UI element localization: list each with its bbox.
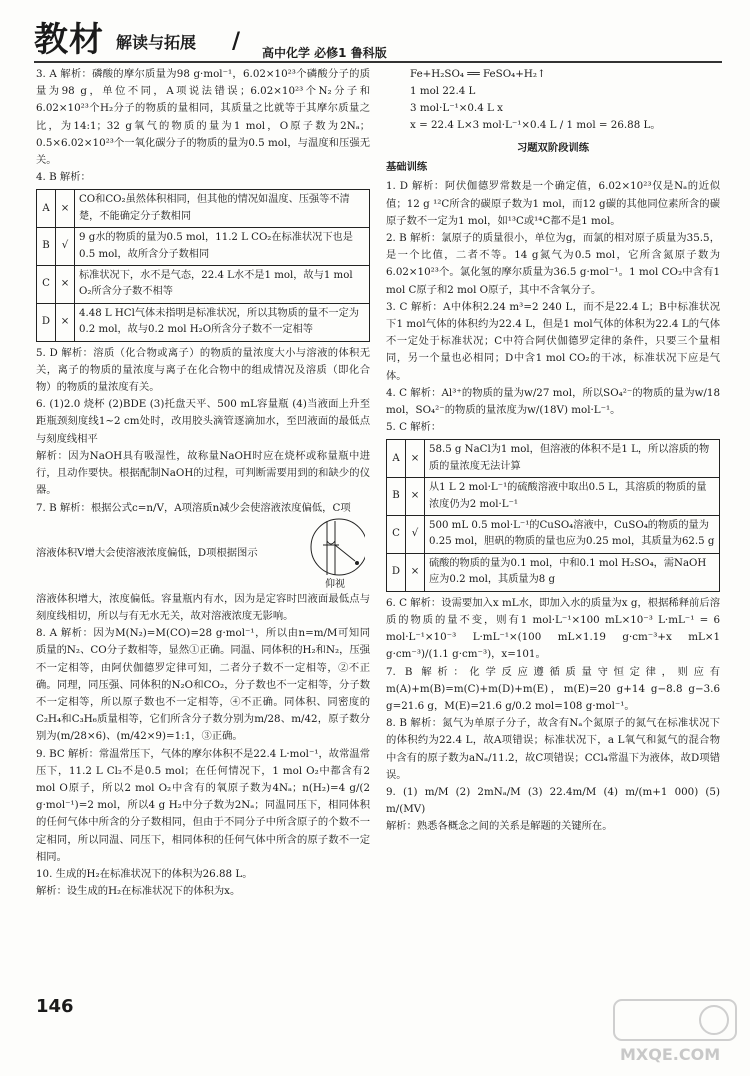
watermark-icon (610, 996, 740, 1066)
option-key: D (37, 303, 56, 341)
option-key: A (387, 440, 406, 478)
option-mark: √ (406, 516, 425, 554)
table-row (387, 516, 720, 554)
option-mark: × (406, 553, 425, 591)
answer-10-analysis: 解析：设生成的H₂在标准状况下的体积为x。 (36, 885, 241, 898)
section-title: 习题双阶段训练 (516, 142, 590, 154)
table-row (37, 303, 370, 341)
option-mark: × (406, 440, 425, 478)
option-mark: √ (56, 228, 75, 266)
subsection-title: 基础训练 (386, 161, 428, 174)
header-subtitle: 解读与拓展 (116, 33, 197, 52)
table-row (37, 190, 370, 228)
option-key: C (37, 266, 56, 304)
option-text: 4.48 L HCl气体未指明是标准状况，所以其物质的量不一定为0.2 mol，故与0.2 mol H₂O所含分子数不一定相等 (75, 303, 370, 341)
option-text: 硫酸的物质的量为0.1 mol，中和0.1 mol H₂SO₄，需NaOH应为0.2 mol，其质量为8 g (425, 553, 720, 591)
option-text: 500 mL 0.5 mol·L⁻¹的CuSO₄溶液中，CuSO₄的物质的量为0.25 mol，胆矾的物质的量也应为0.25 mol，其质量为62.5 g (425, 516, 720, 554)
exercise-answer-7: 7. B 解析：化学反应遵循质量守恒定律，则应有m(A)+m(B)=m(C)+m(D)+m(E)，m(E)=20 g+14 g−8.8 g−3.6 g=21.6 g，M(E)=21.6 g/0.2 mol=108 g·mol⁻¹。 (386, 665, 720, 712)
answer-4-head: 4. B 解析： (36, 171, 91, 184)
option-text: 58.5 g NaCl为1 mol，但溶液的体积不是1 L，所以溶质的物质的量浓度无法计算 (425, 440, 720, 478)
answer-7-part3: 溶液体积增大，浓度偏低。容量瓶内有水，因为是定容时凹液面最低点与刻度线相切，所以与有无水无关，故对溶液浓度无影响。 (36, 592, 370, 622)
option-mark: × (56, 266, 75, 304)
option-key: B (37, 228, 56, 266)
watermark-text: MXQE.COM (620, 1045, 721, 1064)
option-text: CO和CO₂虽然体积相同，但其他的情况如温度、压强等不清楚，不能确定分子数相同 (75, 190, 370, 228)
option-text: 9 g水的物质的量为0.5 mol，11.2 L CO₂在标准状况下也是0.5 mol，故所含分子数相同 (75, 228, 370, 266)
equation-line-3: 3 mol·L⁻¹×0.4 L x (410, 102, 503, 114)
answer-3: 3. A 解析：磷酸的摩尔质量为98 g·mol⁻¹，6.02×10²³个磷酸分子的质量为98 g，单位不同，A项说法错误；6.02×10²³个N₂分子和6.02×10²³个H₂分子的物质的量相同，其质量之比就等于其摩尔质量之比，为14:1；32 g氧气的物质的量为1 mol，O原子数为2Nₐ；0.5×6.02×10²³个一氧化碳分子的物质的量为0.5 mol，与温度和压强无关。 (36, 68, 370, 167)
option-text: 从1 L 2 mol·L⁻¹的硫酸溶液中取出0.5 L，其溶质的物质的量浓度仍为2 mol·L⁻¹ (425, 478, 720, 516)
exercise-answer-9-analysis: 解析：熟悉各概念之间的关系是解题的关键所在。 (386, 820, 613, 833)
header-slash: / (232, 28, 241, 54)
exercise-answer-1: 1. D 解析：阿伏伽德罗常数是一个确定值，6.02×10²³仅是Nₐ的近似值；12 g ¹²C所含的碳原子数为1 mol，而12 g碳的其他同位素所含的碳原子数不一定为1 mol，如¹³C或¹⁴C都不是1 mol。 (386, 180, 720, 227)
answer-7-part1: 7. B 解析：根据公式c=n/V，A项溶质n减少会使溶液浓度偏低，C项 (36, 501, 351, 514)
exercise-answer-5-head: 5. C 解析： (386, 421, 442, 434)
option-mark: × (56, 190, 75, 228)
flask-caption: 仰视 (325, 578, 345, 590)
option-mark: × (56, 303, 75, 341)
table-row (387, 440, 720, 478)
exercise-answer-3: 3. C 解析：A中体积2.24 m³=2 240 L，而不是22.4 L；B中标准状况下1 mol气体的体积约为22.4 L，但是1 mol气体的体积为22.4 L的气体不一定处于标准状况；C中符合阿伏伽德罗定律的条件，只要三个量相同，另一个量也必相同；D中含1 mol CO₂的干冰，标准状况下应是气体。 (386, 300, 720, 382)
answer-6-analysis: 解析：因为NaOH具有吸湿性，故称量NaOH时应在烧杯或称量瓶中进行，且动作要快。根据配制NaOH的过程，可判断需要用到的和缺少的仪器。 (36, 449, 370, 497)
option-key: B (387, 478, 406, 516)
answer-10: 10. 生成的H₂在标准状况下的体积为26.88 L。 (36, 867, 253, 880)
answer-8: 8. A 解析：因为M(N₂)=M(CO)=28 g·mol⁻¹，所以由n=m/M可知同质量的N₂、CO分子数相等，显然①正确。同温、同体积的H₂和N₂，压强不一定相等，由阿伏伽德罗定律可知，二者分子数不一定相等，②不正确。同理，同压强、同体积的N₂O和CO₂，分子数也不一定相等，分子数不一定相等，所以原子数也不一定相等，④不正确。同体积、同密度的C₂H₄和C₃H₆质量相等，它们所含分子数分别为m/28、m/42，原子数分别为(m/28×6)、(m/42×9)=1:1，③正确。 (36, 627, 370, 743)
table-row (387, 553, 720, 591)
exercise-answer-8: 8. B 解析：氮气为单原子分子，故含有Nₐ个氮原子的氮气在标准状况下的体积约为22.4 L，故A项错误；标准状况下，a L氧气和氮气的混合物中含有的原子数为aNₐ/11.2，故C项错误；CCl₄常温下为液体，故D项错误。 (386, 717, 720, 781)
table-row (37, 228, 370, 266)
answer-9: 9. BC 解析：常温常压下，气体的摩尔体积不是22.4 L·mol⁻¹，故常温常压下，11.2 L Cl₂不是0.5 mol；在任何情况下，1 mol O₂中都含有2 mol O原子，所以2 mol O₂中含有的氧原子数为4Nₐ；n(H₂)=4 g/(2 g·mol⁻¹)=2 mol，所以4 g H₂中分子数为2Nₐ；同温同压下，相同体积的任何气体中所含的分子数相同，但由于不同分子中所含原子的个数不一定相同，所以同温、同压下，相同体积的任何气体中所含的原子数不一定相同。 (36, 747, 370, 863)
exercise-answer-9: 9. (1) m/M (2) 2mNₐ/M (3) 22.4m/M (4) m/(m+1 000) (5) m/(MV) (386, 785, 720, 816)
exercise-answer-4: 4. C 解析：Al³⁺的物质的量为w/27 mol，所以SO₄²⁻的物质的量为w/18 mol，SO₄²⁻的物质的量浓度为w/(18V) mol·L⁻¹。 (386, 386, 720, 417)
answer-6: 6. (1)2.0 烧杯 (2)BDE (3)托盘天平、500 mL容量瓶 (4)当液面上升至距瓶颈刻度线1~2 cm处时，改用胶头滴管逐滴加水，至凹液面的最低点与刻度线相平 (36, 398, 370, 445)
header-title: 教材 (34, 20, 104, 60)
option-mark: × (406, 478, 425, 516)
exercise-5-table (386, 439, 720, 591)
watermark-logo (610, 996, 740, 1070)
exercise-answer-2: 2. B 解析：氯原子的质量很小，单位为g，而氯的相对原子质量为35.5，是一个比值，二者不等。14 g氮气为0.5 mol，它所含氮原子数为6.02×10²³个。氯化氢的摩尔质量为36.5 g·mol⁻¹。1 mol CO₂中含有1 mol C原子和2 mol O原子，其中不含氧分子。 (386, 232, 720, 296)
flask-figure (300, 517, 370, 591)
left-column (36, 66, 370, 900)
option-key: C (387, 516, 406, 554)
header-rule (34, 61, 722, 63)
option-text: 标准状况下，水不是气态，22.4 L水不是1 mol，故与1 mol O₂所含分子数不相等 (75, 266, 370, 304)
equation-line-2: 1 mol 22.4 L (410, 85, 476, 97)
exercise-answer-6: 6. C 解析：设需要加入x mL水，即加入水的质量为x g，根据稀释前后溶质的物质的量不变，则有1 mol·L⁻¹×100 mL×10⁻³ L·mL⁻¹ = 6 mol·L⁻¹×10⁻³ L·mL⁻¹×(100 mL×1.19 g·cm⁻³+x mL×1 g·cm⁻³)/(1.1 g·cm⁻³)，x=101。 (386, 596, 720, 661)
answer-5: 5. D 解析：溶质（化合物或离子）的物质的量浓度大小与溶液的体积无关，离子的物质的量浓度与离子在化合物中的组成情况及溶质（即化合物）的物质的量浓度有关。 (36, 346, 370, 394)
equation-line-4: x = 22.4 L×3 mol·L⁻¹×0.4 L / 1 mol = 26.88 L。 (410, 119, 661, 131)
equation-line-1: Fe+H₂SO₄ ══ FeSO₄+H₂↑ (410, 68, 546, 80)
answer-4-table (36, 189, 370, 341)
option-key: D (387, 553, 406, 591)
option-key: A (37, 190, 56, 228)
volumetric-flask-icon (305, 517, 365, 579)
header-book: 高中化学 必修1 鲁科版 (262, 46, 387, 60)
table-row (387, 478, 720, 516)
right-column (386, 66, 720, 836)
page-number: 146 (36, 996, 74, 1017)
answer-7-part2: 溶液体积V增大会使溶液浓度偏低，D项根据图示 (36, 547, 258, 560)
table-row (37, 266, 370, 304)
